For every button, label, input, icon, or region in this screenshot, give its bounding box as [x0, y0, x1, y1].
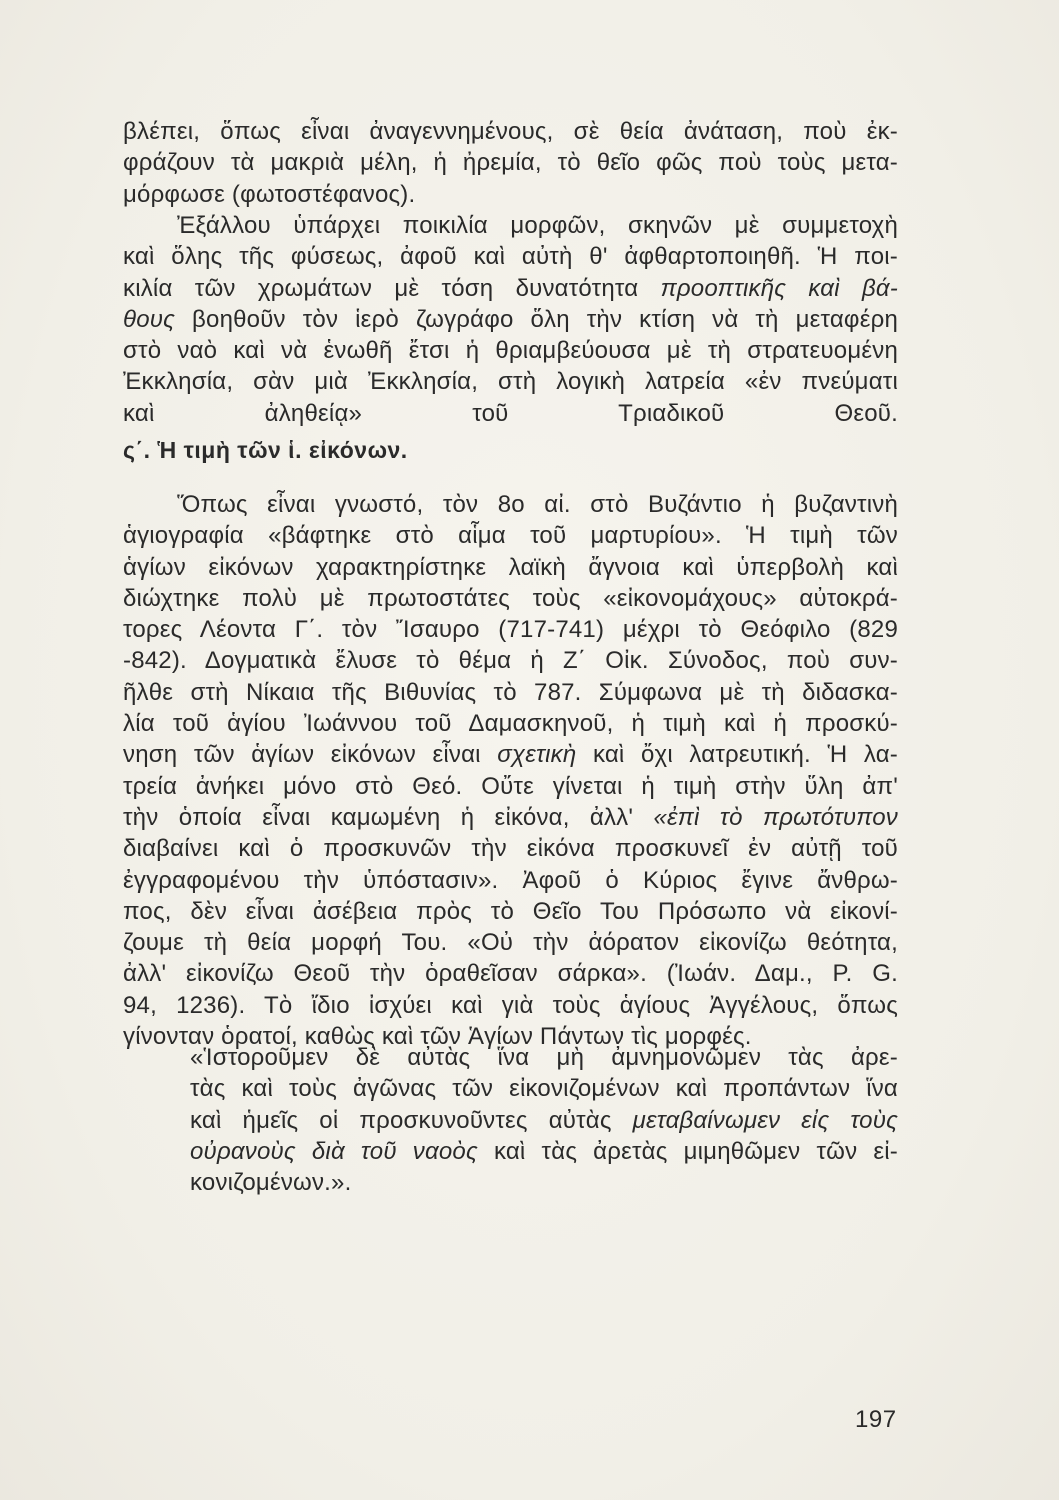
- italic-text: μεταβαίνωμεν εἰς τοὺς: [632, 1106, 898, 1134]
- text-line: -842). Δογματικὰ ἔλυσε τὸ θέμα ἡ Ζ΄ Οἰκ. Σύνοδος, ποὺ συν-: [123, 647, 898, 675]
- text-line: [190, 1105, 898, 1136]
- text-run: νηση τῶν ἁγίων εἰκόνων εἶναι: [123, 741, 498, 769]
- text-line: διώχτηκε πολὺ μὲ πρωτοστάτες τοὺς «εἰκονομάχους» αὐτοκρά-: [123, 584, 898, 612]
- text-line: ζουμε τὴ θεία μορφή Του. «Οὐ τὴν ἀόρατον εἰκονίζω θεότητα,: [123, 929, 898, 957]
- text-line: ἀλλ' εἰκονίζω Θεοῦ τὴν ὁραθεῖσαν σάρκα». (Ἰωάν. Δαμ., P. G.: [123, 960, 898, 988]
- text-line: τὰς καὶ τοὺς ἀγῶνας τῶν εἰκονιζομένων καὶ προπάντων ἵνα: [190, 1075, 898, 1103]
- text-line: πος, δὲν εἶναι ἀσέβεια πρὸς τὸ Θεῖο Του Πρόσωπο νὰ εἰκονί-: [123, 897, 898, 925]
- text-line: στὸ ναὸ καὶ νὰ ἑνωθῆ ἔτσι ἡ θριαμβεύουσα μὲ τὴ στρατευομένη: [123, 337, 898, 365]
- page-number: 197: [855, 1406, 897, 1433]
- text-line: ῆλθε στὴ Νίκαια τῆς Βιθυνίας τὸ 787. Σύμφωνα μὲ τὴ διδασκα-: [123, 678, 898, 706]
- text-run: καὶ τὰς ἀρετὰς μιμηθῶμεν τῶν εἰ-: [477, 1137, 898, 1165]
- text-line: ἁγίων εἰκόνων χαρακτηρίστηκε λαϊκὴ ἄγνοια καὶ ὑπερβολὴ καὶ: [123, 553, 898, 581]
- text-run: βοηθοῦν τὸν ἱερὸ ζωγράφο ὅλη τὴν κτίση νὰ τὴ μεταφέρη: [175, 305, 898, 333]
- text-run: καὶ ὄχι λατρευτική. Ἡ λα-: [576, 741, 898, 769]
- text-line: [123, 273, 898, 304]
- text-line: μόρφωσε (φωτοστέφανος).: [123, 180, 416, 208]
- paragraph-3: [123, 489, 898, 1052]
- text-line: καὶ ὅλης τῆς φύσεως, ἀφοῦ καὶ αὐτὴ θ' ἀφθαρτοποιηθῆ. Ἡ ποι-: [123, 243, 898, 271]
- text-line: Ὅπως εἶναι γνωστό, τὸν 8ο αἰ. στὸ Βυζάντιο ἡ βυζαντινὴ: [177, 491, 898, 518]
- italic-text: «ἐπὶ τὸ πρωτότυπον: [653, 803, 898, 831]
- text-line: καὶ ἀληθείᾳ» τοῦ Τριαδικοῦ Θεοῦ.: [123, 399, 898, 427]
- text-run: τὴν ὁποία εἶναι καμωμένη ἡ εἰκόνα, ἀλλ': [123, 803, 654, 831]
- text-line: βλέπει, ὅπως εἶναι ἀναγεννημένους, σὲ θεία ἀνάταση, ποὺ ἐκ-: [123, 118, 898, 145]
- text-run: κιλία τῶν χρωμάτων μὲ τόση δυνατότητα: [123, 274, 661, 302]
- italic-text: οὐρανοὺς διὰ τοῦ ναοὸς: [190, 1137, 478, 1165]
- italic-text: προοπτικῆς καὶ βά-: [660, 274, 898, 302]
- text-line: «Ἱστοροῦμεν δὲ αὐτὰς ἵνα μὴ ἀμνημονῶμεν τὰς ἀρε-: [190, 1044, 898, 1071]
- text-line: κονιζομένων.».: [190, 1169, 352, 1197]
- text-line: ἐγγραφομένου τὴν ὑπόστασιν». Ἀφοῦ ὁ Κύριος ἔγινε ἄνθρω-: [123, 866, 898, 894]
- text-line: 94, 1236). Τὸ ἴδιο ἰσχύει καὶ γιὰ τοὺς ἁγίους Ἀγγέλους, ὅπως: [123, 991, 898, 1019]
- section-heading: ς΄. Ἡ τιμὴ τῶν ἱ. εἰκόνων.: [123, 437, 408, 463]
- text-line: διαβαίνει καὶ ὁ προσκυνῶν τὴν εἰκόνα προσκυνεῖ ἐν αὐτῇ τοῦ: [123, 835, 898, 863]
- italic-text: θους: [123, 305, 176, 333]
- text-run: καὶ ἡμεῖς οἱ προσκυνοῦντες αὐτὰς: [190, 1106, 633, 1134]
- text-line: τρεία ἀνήκει μόνο στὸ Θεό. Οὔτε γίνεται ἡ τιμὴ στὴν ὕλη ἀπ': [123, 772, 898, 800]
- text-line: [123, 304, 898, 335]
- text-line: γίνονταν ὁρατοί, καθὼς καὶ τῶν Ἁγίων Πάντων τὶς μορφές.: [123, 1023, 752, 1051]
- block-quote: [190, 1042, 898, 1198]
- paragraph-1: [123, 116, 898, 210]
- text-line: [123, 802, 898, 833]
- italic-text: σχετικὴ: [497, 741, 577, 769]
- text-line: φράζουν τὰ μακριὰ μέλη, ἡ ἠρεμία, τὸ θεῖο φῶς ποὺ τοὺς μετα-: [123, 149, 898, 177]
- text-line: ἁγιογραφία «βάφτηκε στὸ αἷμα τοῦ μαρτυρίου». Ἡ τιμὴ τῶν: [123, 522, 898, 550]
- paragraph-2: [123, 210, 898, 460]
- text-line: Ἐξάλλου ὑπάρχει ποικιλία μορφῶν, σκηνῶν μὲ συμμετοχὴ: [177, 212, 898, 239]
- text-line: [190, 1136, 898, 1167]
- text-line: τορες Λέοντα Γ΄. τὸν Ἴσαυρο (717-741) μέχρι τὸ Θεόφιλο (829: [123, 616, 898, 644]
- text-line: [123, 739, 898, 770]
- text-line: λία τοῦ ἁγίου Ἰωάννου τοῦ Δαμασκηνοῦ, ἡ τιμὴ καὶ ἡ προσκύ-: [123, 710, 898, 738]
- text-line: Ἐκκλησία, σὰν μιὰ Ἐκκλησία, στὴ λογικὴ λατρεία «ἐν πνεύματι: [123, 368, 898, 396]
